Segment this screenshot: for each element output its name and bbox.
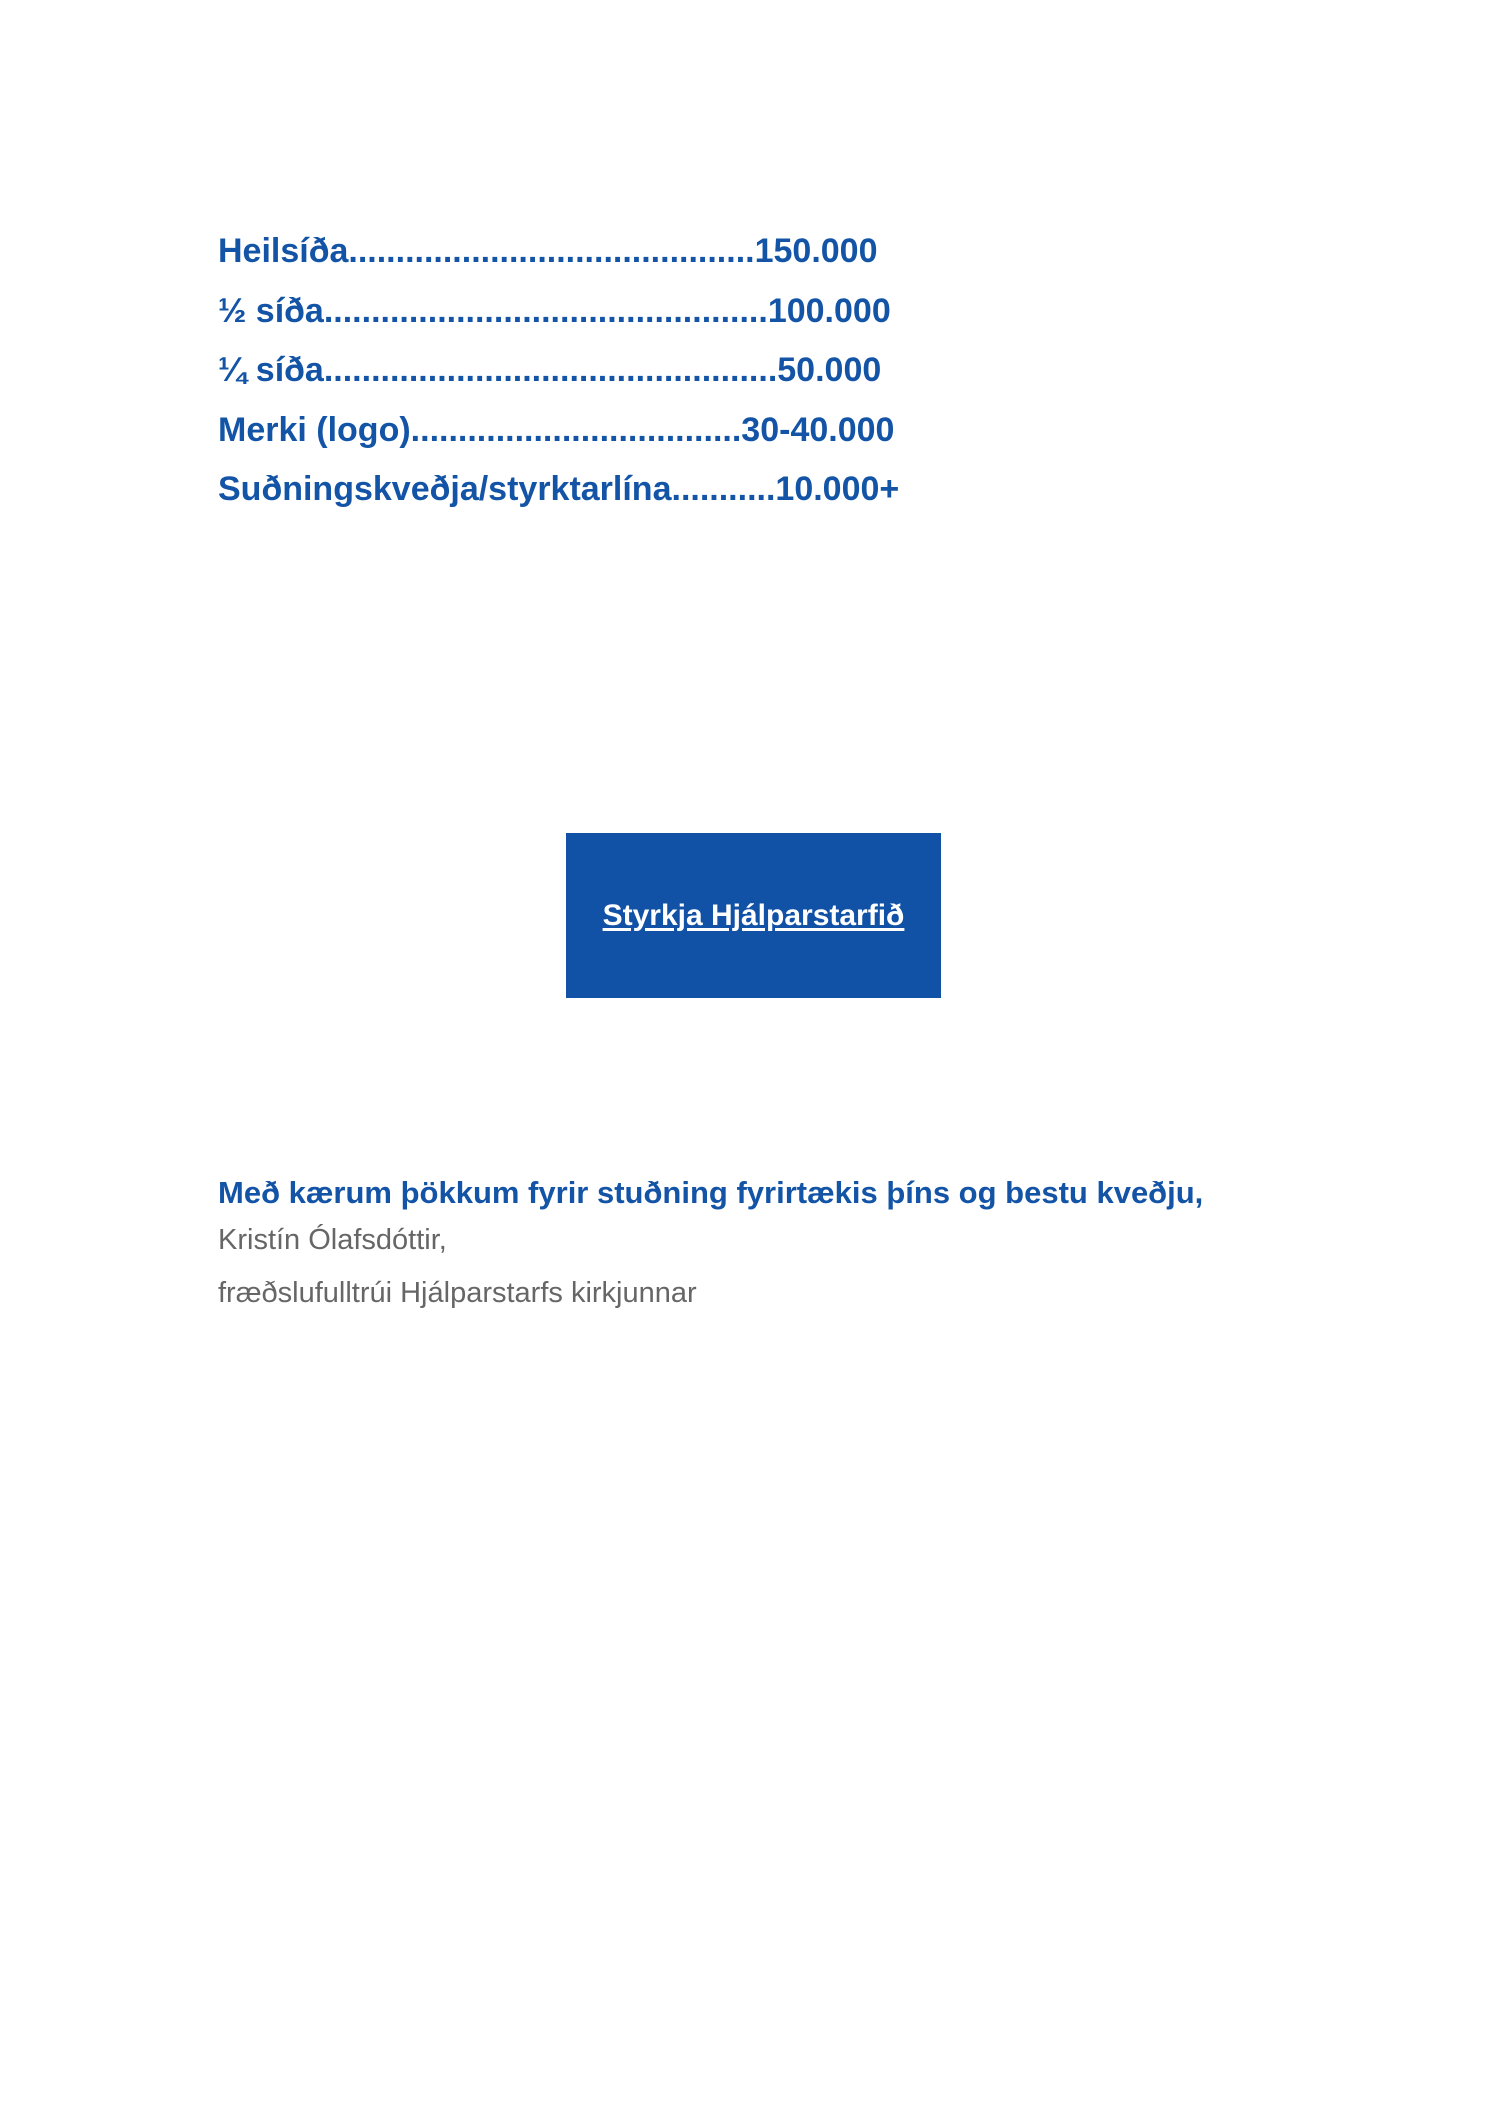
price-label: ½ síða [218,291,324,330]
price-value: 100.000 [767,291,891,330]
price-row-quarter-page [218,341,899,401]
price-row-logo [218,401,899,461]
price-row-half-page [218,282,899,342]
price-row-greeting-line [218,460,899,520]
price-label: ¼ síða [218,351,324,389]
support-cta-button[interactable] [566,833,941,998]
closing-greeting: Með kærum þökkum fyrir stuðning fyrirtækis þíns og bestu kveðju, [218,1175,1204,1210]
closing-block [218,1172,1368,1320]
price-leader-dots: ........................................... [348,232,755,270]
price-value: 10.000+ [775,470,900,508]
support-cta-link[interactable]: Styrkja Hjálparstarfið [602,898,905,932]
price-leader-dots: ................................... [410,410,742,449]
price-value: 50.000 [777,351,882,389]
price-leader-dots: ............................................... [323,291,768,330]
price-list [218,222,899,520]
price-leader-dots: ................................................ [323,351,778,389]
price-value: 30-40.000 [741,410,895,449]
signer-title: fræðslufulltrúi Hjálparstarfs kirkjunnar [218,1277,697,1309]
price-label: Suðningskveðja/styrktarlína [218,470,672,508]
signer-name: Kristín Ólafsdóttir, [218,1224,447,1256]
price-label: Merki (logo) [218,410,411,449]
price-label: Heilsíða [218,232,349,270]
price-value: 150.000 [754,232,878,270]
price-row-full-page [218,222,899,282]
price-leader-dots: ........... [671,470,776,508]
